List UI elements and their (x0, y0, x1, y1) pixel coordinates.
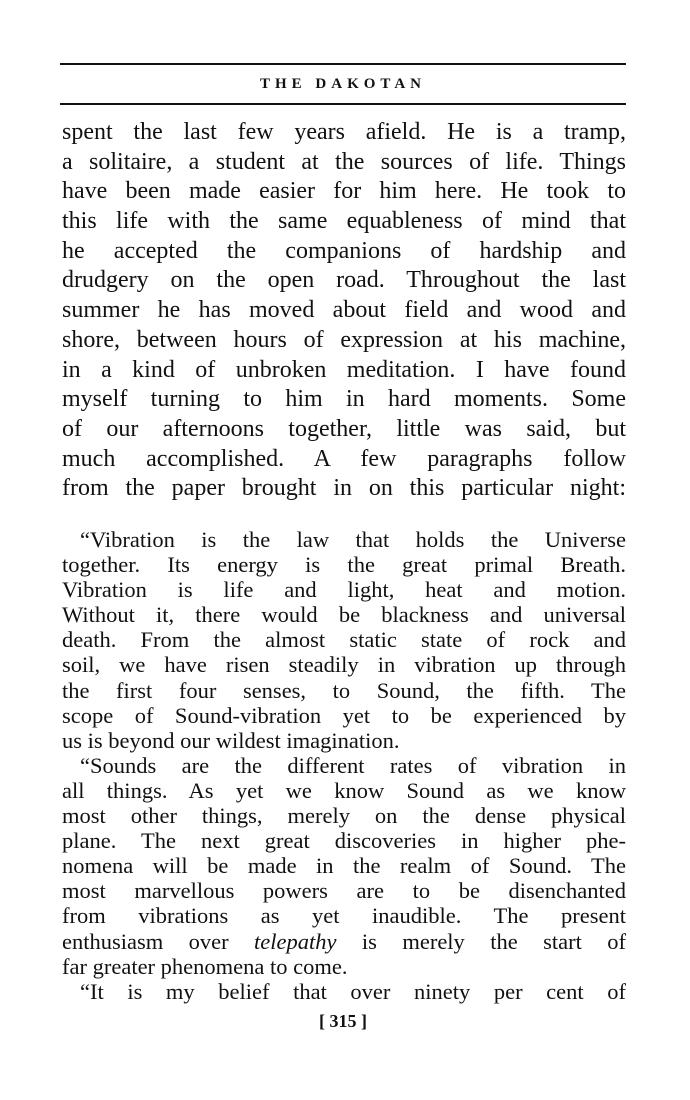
quoted-passage (62, 527, 626, 1004)
text-line: have been made easier for him here. He took to (62, 178, 626, 205)
text-line: he accepted the companions of hardship and (62, 237, 626, 264)
text-line: Without it, there would be blackness and universal (62, 602, 626, 628)
text-line: of our afternoons together, little was said, but (62, 415, 626, 442)
text-line: the first four senses, to Sound, the fifth. The (62, 677, 626, 703)
text-line: all things. As yet we know Sound as we know (62, 777, 626, 803)
text-line: a solitaire, a student at the sources of life. Things (62, 148, 626, 175)
text-line: this life with the same equableness of mind that (62, 208, 626, 235)
text-line: soil, we have risen steadily in vibration up through (62, 652, 626, 678)
text-line: “Vibration is the law that holds the Universe (80, 527, 626, 552)
text-line: summer he has moved about field and wood and (62, 297, 626, 324)
text-line: most marvellous powers are to be disenchanted (62, 878, 626, 904)
page-number: [ 315 ] (319, 1011, 367, 1031)
text-line: much accomplished. A few paragraphs follow (62, 445, 626, 472)
quote-paragraph-belief (62, 979, 626, 1004)
text-line: “It is my belief that over ninety per cent of (80, 978, 626, 1004)
text-line: in a kind of unbroken meditation. I have found (62, 356, 626, 383)
running-head: THE DAKOTAN (260, 76, 426, 92)
text-line: death. From the almost static state of rock and (62, 627, 626, 653)
text-segment: is merely the start of (336, 928, 627, 954)
text-line: far greater phenomena to come. (62, 953, 348, 979)
text-line: scope of Sound-vibration yet to be experienced by (62, 702, 626, 728)
text-line: Vibration is life and light, heat and motion. (62, 577, 626, 603)
text-line: us is beyond our wildest imagination. (62, 727, 400, 753)
text-line: most other things, merely on the dense physical (62, 803, 626, 829)
quote-paragraph-sounds (62, 753, 626, 979)
text-line: spent the last few years afield. He is a tramp, (62, 119, 626, 145)
narrative-paragraph (62, 118, 626, 504)
text-line: drudgery on the open road. Throughout the last (62, 267, 626, 294)
text-line: nomena will be made in the realm of Sound. The (62, 853, 626, 879)
text-line: “Sounds are the different rates of vibration in (80, 752, 626, 778)
text-line: shore, between hours of expression at his machine, (62, 326, 626, 353)
text-line: plane. The next great discoveries in higher phe- (62, 828, 626, 854)
text-line: together. Its energy is the great primal Breath. (62, 552, 626, 578)
text-line: myself turning to him in hard moments. Some (62, 386, 626, 413)
italic-word-telepathy: telepathy (254, 928, 337, 954)
header-rule-top (60, 63, 626, 65)
text-segment: enthusiasm over (62, 928, 255, 954)
header-rule-bottom (60, 103, 626, 105)
text-line: from vibrations as yet inaudible. The present (62, 903, 626, 929)
text-line-telepathy (62, 929, 626, 954)
quote-paragraph-vibration (62, 527, 626, 753)
text-line: from the paper brought in on this particular night: (62, 475, 626, 502)
